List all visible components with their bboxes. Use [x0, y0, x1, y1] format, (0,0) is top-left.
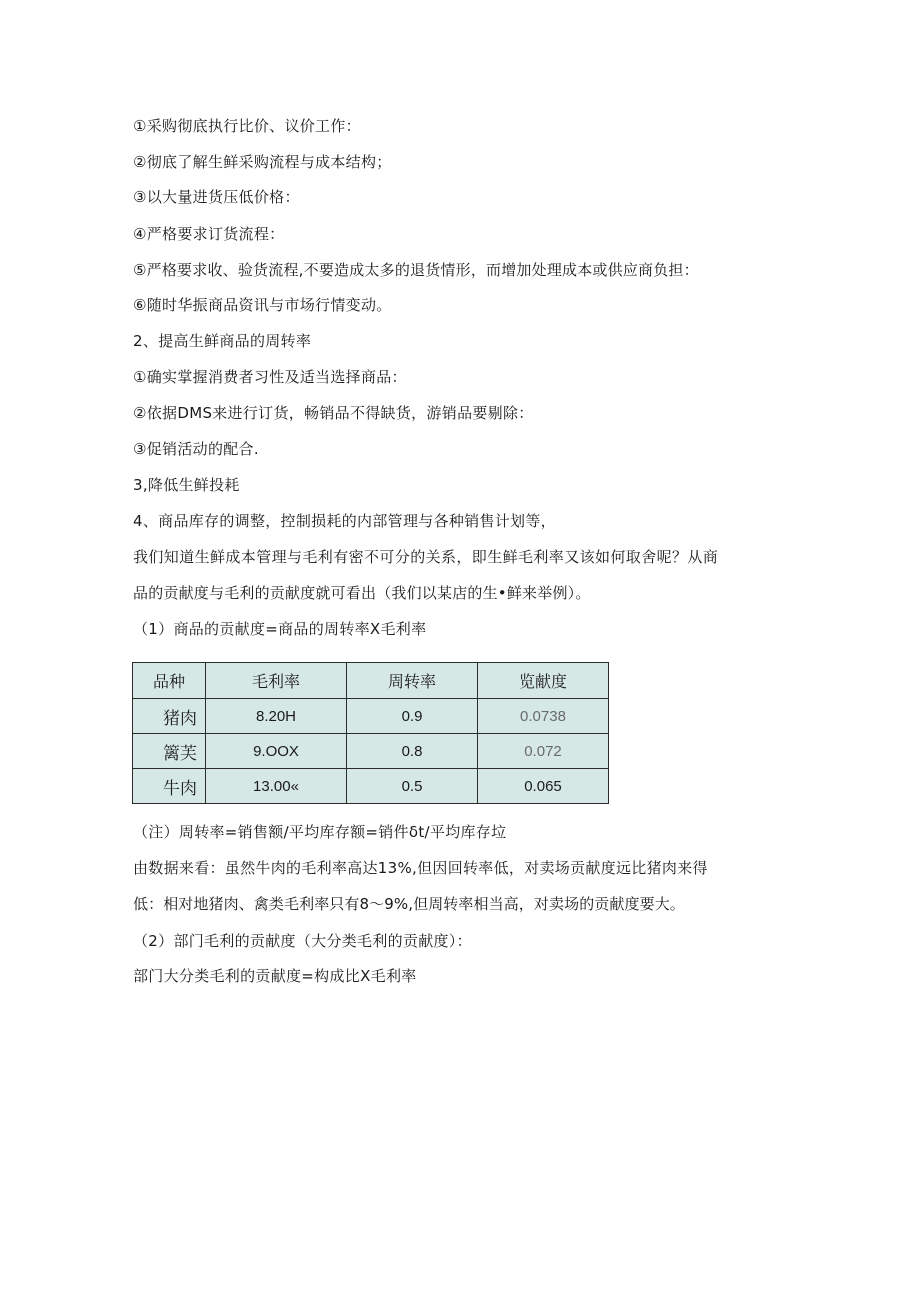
section-heading-3: 3,降低生鲜投耗	[133, 476, 240, 494]
paragraph-2-line-1: 由数据来看：虽然牛肉的毛利率高达13%,但因回转率低，对卖场贡献度远比猪肉来得	[133, 859, 708, 877]
table-cell: 猪肉	[133, 699, 206, 734]
list-item-m3: ③促销活动的配合.	[133, 440, 259, 458]
table-cell: 9.OOX	[206, 734, 347, 769]
list-item-2: ②彻底了解生鲜采购流程与成本结构；	[133, 153, 392, 171]
paragraph-1-line-2: 品的贡献度与毛利的贡献度就可看出（我们以某店的生•鲜来举例）。	[133, 584, 591, 602]
list-item-m1: ①确实掌握消费者习性及适当选择商品：	[133, 368, 407, 386]
table-cell: 0.0738	[478, 699, 609, 734]
table-cell: 0.5	[347, 769, 478, 804]
list-item-3: ③以大量进货压低价格：	[133, 188, 300, 206]
table-cell: 牛肉	[133, 769, 206, 804]
formula-line: 部门大分类毛利的贡献度=构成比X毛利率	[133, 967, 417, 985]
table-cell: 篱芙	[133, 734, 206, 769]
table-header-row	[133, 663, 609, 699]
table-header-cell: 品种	[133, 663, 206, 699]
table-cell: 0.072	[478, 734, 609, 769]
table-cell: 8.20H	[206, 699, 347, 734]
contribution-table	[132, 662, 609, 804]
table-row	[133, 769, 609, 804]
table-header-cell: 周转率	[347, 663, 478, 699]
table-row	[133, 699, 609, 734]
table-cell: 0.9	[347, 699, 478, 734]
subheading-1: （1）商品的贡献度=商品的周转率X毛利率	[133, 620, 427, 638]
list-item-4: ④严格要求订货流程：	[133, 225, 285, 243]
list-item-6: ⑥随时华振商品资讯与市场行情变动。	[133, 296, 392, 314]
table-cell: 0.8	[347, 734, 478, 769]
subheading-2: （2）部门毛利的贡献度（大分类毛利的贡献度）：	[133, 932, 472, 950]
section-heading-2: 2、提高生鲜商品的周转率	[133, 332, 312, 350]
section-heading-4: 4、商品库存的调整，控制损耗的内部管理与各种销售计划等，	[133, 512, 556, 530]
list-item-5: ⑤严格要求收、验货流程,不要造成太多的退货情形，而增加处理成本或供应商负担：	[133, 261, 699, 279]
table-cell: 0.065	[478, 769, 609, 804]
list-item-1: ①采购彻底执行比价、议价工作：	[133, 117, 361, 135]
paragraph-1-line-1: 我们知道生鲜成本管理与毛利有密不可分的关系，即生鲜毛利率又该如何取舍呢？从商	[133, 548, 719, 566]
table-note: （注）周转率=销售额/平均库存额=销件δt∕平均库存垃	[133, 823, 507, 841]
table-header-cell: 毛利率	[206, 663, 347, 699]
table-cell: 13.00«	[206, 769, 347, 804]
list-item-m2: ②依据DMS来进行订货，畅销品不得缺货，游销品要剔除：	[133, 404, 534, 422]
paragraph-2-line-2: 低：相对地猪肉、禽类毛利率只有8～9%,但周转率相当高，对卖场的贡献度要大。	[133, 895, 685, 913]
table-header-cell: 览献度	[478, 663, 609, 699]
table-row	[133, 734, 609, 769]
